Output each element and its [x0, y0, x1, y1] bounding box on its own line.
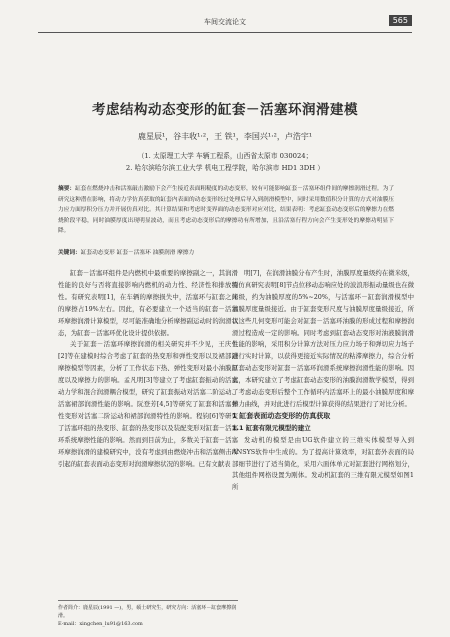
paragraph: 缸套－活塞环组件是内燃机中最重要的摩擦副之一，其润滑性能的良好与否将直接影响内燃机的动力性、经济性和排放特性。有研究表明[1]，在车辆的摩擦损失中，活塞环与缸套之间的摩擦占19%左右。因此，有必要建立一个适当的缸套－活塞环摩擦润滑计算模型，尽可能准确地分析摩擦副运动时的润滑状态，为缸套－活塞环优化设计提供依据。: [58, 269, 238, 337]
keywords: [58, 247, 394, 256]
author-list: 鹿星辰¹，谷丰收¹·²，王 铁¹，李国兴¹·²，卢浩宇¹: [137, 132, 313, 141]
left-column: [58, 268, 238, 470]
journal-name: 车间交流论文: [204, 18, 246, 26]
running-header: [38, 16, 412, 33]
footnote-email: E-mail：xingchen_lu91@163.com: [58, 621, 143, 627]
abstract: [58, 184, 394, 237]
right-column: [232, 268, 414, 494]
section-heading: 1 缸套表面动态变形的仿真获取: [232, 411, 331, 420]
paragraph: 关于缸套－活塞环摩擦润滑的相关研究并不少见，王庆生[2]等在建模时综合考虑了缸套的热变形和弹性变形以及裙部副摩擦模型等因素，分析了工作状态下热、弹性变形对最小油膜厚度以及摩擦力的影响。孟凡明[3]等建立了考虑缸套振动的活塞动力学和混合润滑耦合模型，研究了缸套振动对活塞二阶运动、活塞裙部润滑性能的影响。阮登芳[4,5]等研究了缸套和活塞弹性变形对活塞二阶运动和裙部润滑特性的影响。程钧[6]等研究了活塞环组的热变形、缸套的热变形以及装配变形对缸套－活塞环系统摩擦性能的影响。然而到目前为止，多数关于缸套－活塞环摩擦润滑的建模研究中，没有考虑到由燃烧冲击和活塞侧击所引起的缸套表面动态变形对润滑摩擦状况的影响。已有文献表: [58, 340, 238, 468]
affiliation-1: （1. 太原理工大学 车辆工程系，山西省太原市 030024；: [137, 152, 313, 160]
subsection-heading: 1.1 缸套有限元模型的建立: [232, 423, 311, 432]
paragraph: 发动机的模型是由UG软件建立的三维实体模型导入到ANSYS软件中生成的。为了提高计算效率，对缸套外表面的局部细节进行了适当简化，采用六面体单元对缸套进行网格划分，其他组件网格设置为刚体。发动机缸套的三维有限元模型如图1所: [232, 435, 414, 492]
keywords-text: 缸套动态变形 缸套－活塞环 油膜润滑 摩擦力: [80, 250, 195, 256]
footnote-bio: 作者简介：鹿星辰(1991 —)，男，硕士研究生，研究方向：活塞环－缸套摩擦润滑。: [58, 605, 237, 619]
abstract-label: 摘要：: [58, 186, 76, 192]
abstract-text: 缸套在燃烧冲击和活塞敲击激励下会产生接近表面粗糙度的动态变形，较有可能影响缸套－活塞环组件间的摩擦润滑过程。为了研究这种潜在影响，将动力学仿真获取的缸套内表面的动态变形经过处理后导入到润滑模型中，同时采用数值积分计算的方式对油膜压力应力面厚积分压力并开展仿真对比。其计算结果和考虑时变界面的动态变形对应对比，结果表明：考虑缸套动态变形后的摩擦力在燃烧阶段平稳，同时油膜厚度出现明显波动，而且考虑动态变形后的摩擦功有所增加，且沿活塞行程方向会产生变形处的摩擦功明显下降。: [58, 186, 395, 235]
paper-title: 考虑结构动态变形的缸套－活塞环润滑建模: [92, 102, 358, 118]
page-number: 565: [389, 15, 412, 26]
author-footnote: [58, 600, 238, 628]
affiliation-2: 2. 哈尔滨哈尔滨工业大学 机电工程学院，哈尔滨市 HD1 3DH ）: [125, 164, 325, 172]
keywords-label: 关键词：: [58, 250, 81, 256]
paragraph: 明[7]，在润滑油膜分布产生时，油膜厚度量级约在微米级，面仿真研究表明[8]节点位移动态响应处的波浪形振动量级也在微米级，约为油膜厚度的5%~20%，与活塞环－缸套润滑模型中油膜厚度量级接近。由于缸套变形尺度与油膜厚度量级接近，所以这些几何变形可能会对缸套－活塞环油膜的形成过程和摩擦润滑过程造成一定的影响。同时考虑到缸套动态变形对油液膜润滑性能的影响，采用积分计算方法对压力应力场子和弹切应力场子进行实时计算，以获得更接近实际情况的粘滞摩擦力，综合分析缸套动态变形对缸套－活塞环润滑系统摩擦润滑性能的影响。因此，本研究建立了考虑缸套动态变形的油膜润滑数学模型，得到了考虑动态变形后整个工作循环内活塞环上的最小油膜厚度和摩擦力曲线，并对此进行后模型计算获得的结果进行了对比分析。: [232, 269, 414, 408]
